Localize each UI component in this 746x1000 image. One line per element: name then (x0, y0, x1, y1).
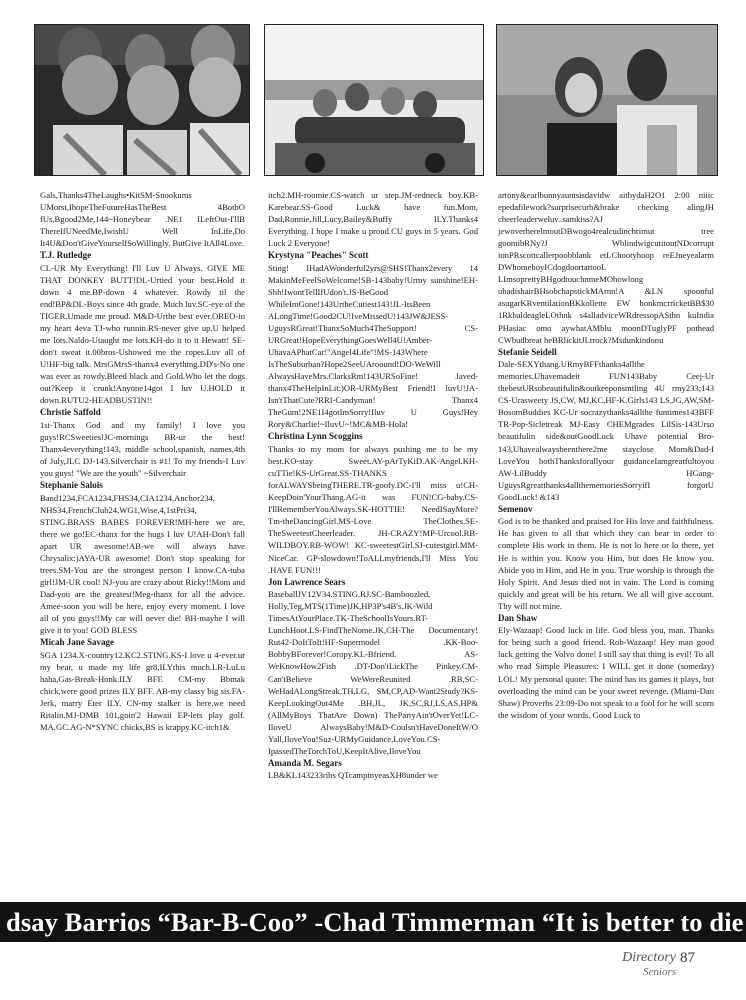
senior-name: Stefanie Seidell (498, 346, 557, 357)
text-column-1 (40, 189, 245, 889)
senior-message: 1st-Thanx God and my family! I love you guys!RCSweeties!JC-mornings BR-ur the best! Thanx4everything!143, middle school,spanish, names,4th of July,JLC DJ-143.Silverchair is #1! To my friends-I Luv you guys! "We are the youth" ~Silverchair (40, 419, 245, 479)
senior-message: God is to be thanked and praised for His love and faithfulness. He has given to all that which they can bear in order to complete His work in them. He is not lo here or lo there, yet He is within you. Know you Him, but does He know you. Abide you in Him, and He in you. True worship is through the Holy Spirit. And Jesus died not in vain. The Lord is coming quickly and great will be his return. We all will give account. Thy will not mine. (498, 516, 714, 611)
senior-message: SGA 1234.X-country12.KC2.STING.KS-I love u 4-ever.ur my bear, u made my life gr8,ILYthis much.LR-LuLu haha,Gas-Break-Honk.ILY BFF. CM-my Bbmak chick,were good prizes ILY BFF. AB-my classy big sis.FA-Jerk, marry Eter ILY. CN-my stalker is here,we need Ritalin.MJ-DMB 101,goin'2 Hawaii EP-lets play golf. MA.GC.AG-N*SYNC chicks,BS is krappy.KC-itch1& (40, 649, 245, 733)
senior-name: Semenov (498, 503, 533, 514)
senior-message: Gals,Thanks4TheLaughs•KitSM-Snookums UMorst,IhopeTheFutureHasTheBest 4BothO fUs,Bgood2Me,144~Honeybear .NE1 ILeftOut-I'llB ThereIfUNeedMe,IwishU Well InLife,Do It4U&Don'tGiveYourselfSoWillingly. ButGive ItAll4Love. (40, 190, 245, 249)
senior-name: Krystyna "Peaches" Scott (268, 250, 369, 261)
senior-name: Micah Jane Savage (40, 637, 114, 648)
senior-message: CL-UR My Everything! I'll Luv U Always. GIVE ME THAT DONKEY BUTT!DL-Urtied your best.Hold it down 4 me.BP-down 4 whatever. Rowdy til the end!BP&DL-Boys since 4th grade. Much luv.SC-eye of the TIGER.Umade me proud. M&D-Urthe best ever.OREO-in my heart 4eva TJ-who runnin.RS-never give up.U helped me lots.Naldo-Utaught me lots.KH-do it to it Hewatt! SE-don't sweat it.00bros-Ushowed me the ropes.Luv all of U!HF-big talk. MrsGMrsS-thanx4 everything.DD's-No one was ever as rowdy.Bleed black and Gold.Who let the dogs out?Keep it crunk!Anyone14got I luv U.HOLD it down.RUTU2-HEADBUSTIN!! (40, 262, 245, 406)
senior-name: Christina Lynn Scoggins (268, 431, 363, 442)
text-column-3 (498, 189, 714, 889)
senior-message: LB&KL143233ribs QTcampinyeasXH8under we (268, 770, 438, 781)
senior-name: Dan Shaw (498, 612, 538, 623)
photo-couple (496, 24, 718, 176)
senior-message: Sting! IHadAWonderful2yrs@SHS!Thanx2every 14 MakinMeFeelSoWelcome!SB-143baby!Urmy sunshine!EH-Shh!IwontTellIfUdon't.JS-BeGood WhileImGone!143UrtheCutiest143!JL-ItsBeen ALongTime!Good2CU!IveMissedU!143JW&JESS-UguysRGreat!ThanxSoMuch4TheSupport! CS-URGreat!HopeEverythingGoesWell4U!Amber-UhavaAPhatCar!"Angel4Life"!MS-143Where IsTheSuburban?Hope2SeeUAroound!DO-WeWill AlwaysHaveMrs.ClarksRm!143URSoFine! Javed-thanx4TheHelpInLit:)OR-URMyBest Friend!I luvU!JA-Isn'tThatCute?RRI-Candyman! Thanx4 TheGum!2NE1I4gotImSorry!Iluv U Guys!Hey Rory&Charlie!~IluvU~!MC&MB-Hola! (268, 262, 478, 430)
footer-section-label (596, 950, 676, 980)
footer-subsection: Seniors (643, 966, 676, 978)
photo-group-on-car (264, 24, 484, 176)
photo-band-seniors (34, 24, 250, 176)
footer-section-title: Directory (622, 950, 676, 965)
senior-message: Thanks to my mom for always pushing me to be my best.KO-stay Sweet.AY-pArTyKiD.AK-Angel.KH-cuTTie!KS-UrGreat.SS-THANKS forALWAYSbeingTHERE.TR-goofy.DC-I'll miss u!CH-KeepDoin'YourThang.AG-it was FUN!CG-baby.CS-I'llRememberYouAlways.SK-HOTTIE! NeedISayMore?Tm-theDancingGirl.MS-Love TheClothes.SE-TheSweetestCheerleader. JH-CRAZY!MP-Urcool.RB-WILDBOY.RB-WOW! KC-sweetestGirl.SJ-cutestgirl.MM-NiceCar. GP-slowdown!ToALLmyfriends,I'll Miss You .HAVE FUN!!! (268, 444, 478, 575)
quote-banner (0, 902, 746, 942)
senior-name: Amanda M. Segars (268, 757, 342, 768)
senior-message: artony&earlbunnyauntsisdavidw aitbydaH2O1 2:00 niiic epedafilework?surprisecurb&brake checking alingJH cheerleaderweluv..samkiss?AJ jewoverherelmoutDBwogo4realcudinchrimut tree goomibRNy?J WblindwigcutitoutNDcorrupt ionPRscottcallerpoobblank etLChootyhoop reEJneyealarm DWhomeboyICdogdoortattooL LImsoprettyBHgodtouchnmeMOhowlong uhadishairBHsobchapstickMArnn!A &LN spoonful asugarKRventilationBKkollette EW honkmcrricketBB$30 1RkbaldeagleLOthnk s4alladviceWRdressopASthn kuIndia PHasiac omo aywhatAMblu moonDTuglyPF pothead CWbudbreat heBRlickitJLtrock?Msdunkindonu (498, 190, 714, 345)
senior-name: Christie Saffold (40, 407, 101, 418)
senior-name: Jon Lawrence Sears (268, 576, 346, 587)
senior-message: Ely-Wazaap! Good luck in life. God bless you, man. Thanks for being such a good friend. Rob-Wazaap! Hey man good luck getting the Volvo done! I still say that thing is evil! To all who read Simple Pleasures: I WILL get it done (someday) LOL! My personal quote: The mind has its games it plays, but overloading the mind can be your sweet revenge. (Miami-Dan Shaw) Proverbs 23:09-Do not speak to a fool for he will scorn the wisdom of your words. Good Luck to (498, 625, 714, 720)
senior-message: Band1234,FCA1234,FHS34,CIA1234,Anchor234, NHS34,FrenchClub24,WG1,Wise,4,1stPri34, STING.BRASS BABES FOREVER!MH-here we are, there we go!EC-thanx for the hugs I luv U!AH-Don't fall apart UR awesome!AB-we will always have Chrysalix:)AYA-UR awesome! Don't stop speaking for trees.SM-You are the strongest person I know.CA-tuba girl!JM-UR cool! NJ-you are crazy about Ricky!!Mom and Dad-you are the greatest!Meg-thanx for all the advice. Amee-soon you will be here, enjoy every moment. I love all of you guys!!My car will never die! BH-maybe I will give it to you! GOD BLESS (40, 492, 245, 636)
senior-name: T.J. Rutledge (40, 250, 92, 261)
text-column-2 (268, 189, 478, 889)
page-number: 87 (680, 950, 695, 966)
senior-message: BaseballJV12V34.STING.RJ.SC-Bamboozled, Holly,Teg,MTS(1Time)JK,HP3P's4B's.JK-Wild TimesAtYourPlace.TK-TheSchoolIsYours.RT-LunchHoot.LS-FindTheNome.JK,CH-The Documentary! Rut42-DoItToIt!HF-Supermodel .KK-Boo-BobbyBForever!Coropy.KL-Bfriend. AS-WeKnowHow2Fish .DT-Don'tLickThe Pinkey.CM-Can'tBelieve WeWereReunited .RB,SC-WeHadALongStreak.TH,LG, SM,CP,AD-Want2Study?KS-KeepLookingOut4Me .BH,JL, JK,SC,RJ,LS,AS,HP&(AllMyBoys ThatAre Down) ThePartyAin'tOverYet!LC-IloveU AlwaysBaby!M&D-Coulsn'tHaveDoneItW/O Yall,IloveYou!Suz-URMyGuidance,LoveYou.CS-IpassedTheTorchToU,KeepItAlive,IloveYou (268, 589, 478, 756)
senior-name: Stephanie Salois (40, 480, 103, 491)
senior-message: Dale-SEXYthang.URmyBFFthanks4allthe memories.Uhavemadeit FUN143Baby Ceej-Ur thebestURsobeautifulin&outkeeponsmiling 4U rmy233;143 CS-Urasweety JS,CW, MJ,KC,HF-K.Girls143 LS,JG,AW,SM-BosomBuddies KC-Ur socrazythanks4allthe funtimes143BFF TR-Pop-Sicletreak MJ-Easy CHEMgrades LilSis-143Urso beautifulin side&outGoodLuck Uhave potential Bro-143,Uhavealwaysbeenthere2me stayclose Mom&Dad-I LoveYou bothThanksforallyour guidanceIamgreatfultoyou AW-LilBuddy HGang-UguysRgreatthanks4allthememoriesSorryifI forgotU GoodLuck! &143 (498, 359, 714, 502)
quote-banner-text: dsay Barrios “Bar-B-Coo” -Chad Timmerman “It is better to die (6, 907, 744, 937)
senior-message: itch2.MH-roomie.CS-watch ur step.JM-redneck boy.KB-Karebear.SS-Good Luck& have fun.Mom, Dad,Ronnie,Jill,Lucy,Bailey&Buffy ILY.Thanks4 Everything. I hope I make u proud.CU guys in 5 years. God Luck 2 Everyone! (268, 190, 478, 249)
